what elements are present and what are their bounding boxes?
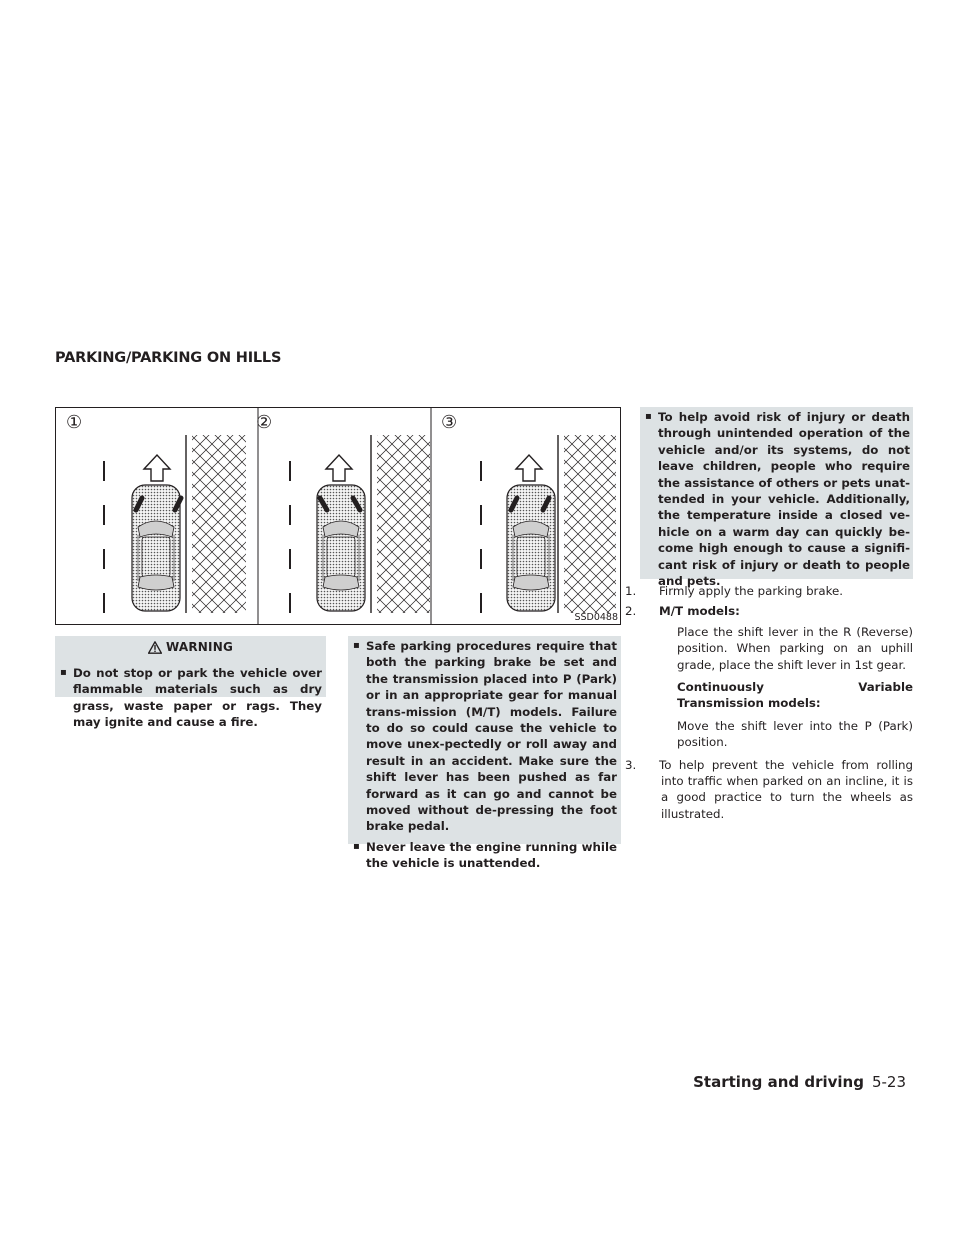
warning-list-2 [351,638,617,876]
step-1 [625,583,913,599]
panel-1-label: ① [66,412,83,433]
step-number: 2. [625,604,637,619]
step-text: To help prevent the vehicle from rolling into traffic when parked on an incline, it is a good practice to turn the wheels as illustrated. [659,757,913,821]
warning-list-3 [643,409,910,593]
warning-list-1 [58,665,322,735]
warning-item: ▪ Never leave the engine running while the vehicle is unattended. [351,839,617,872]
warning-header [55,636,326,658]
chapter-title: Starting and driving [693,1073,864,1091]
step-heading: M/T models: [659,604,740,619]
step-number: 1. [625,584,637,598]
panel-1 [103,435,246,613]
parking-illustration-drawing [56,408,620,624]
panel-2 [289,435,430,613]
panel-3 [480,435,616,613]
parking-illustration [55,407,621,625]
step-number: 3. [625,757,637,772]
step-text: Firmly apply the parking brake. [659,584,844,598]
warning-item: ▪ To help avoid risk of injury or death through unintended operation of the vehicle and/or its systems, do not leave children, people who require the assistance of others or pets unat-tended in your vehicle. Additionally, the temperature inside a closed ve-hicle on a warm day can quickly be-come high enough to cause a signifi-cant risk of injury or death to people and pets. [643,409,910,589]
procedure-steps [625,583,913,822]
step-text: Place the shift lever in the R (Reverse) position. When parking on an uphill grade, place the shift lever in 1st gear. [677,624,913,672]
warning-item: ▪ Do not stop or park the vehicle over flammable materials such as dry grass, waste paper or rags. They may ignite and cause a fire. [58,665,322,731]
step-3 [625,757,913,823]
warning-item: ▪ Safe parking procedures require that both the parking brake be set and the transmission placed into P (Park) or in an appropriate gear for manual trans-mission (M/T) models. Failure to do so could cause the vehicle to move unex-pectedly or roll away and result in an accident. Make sure the shift lever has been pushed as far forward as it can go and cannot be moved without de-pressing the foot brake pedal. [351,638,617,835]
panel-2-label: ② [256,412,273,433]
warning-title: WARNING [165,640,234,654]
step-heading: Continuously Variable Transmission models: [677,680,913,711]
figure-code: SSD0488 [574,612,618,623]
panel-3-label: ③ [441,412,458,433]
warning-icon [148,641,162,654]
page-footer [693,1073,906,1091]
section-title: PARKING/PARKING ON HILLS [55,350,282,366]
step-text: Move the shift lever into the P (Park) position. [677,718,913,750]
page-number: 5-23 [871,1073,906,1091]
step-2 [625,603,913,619]
